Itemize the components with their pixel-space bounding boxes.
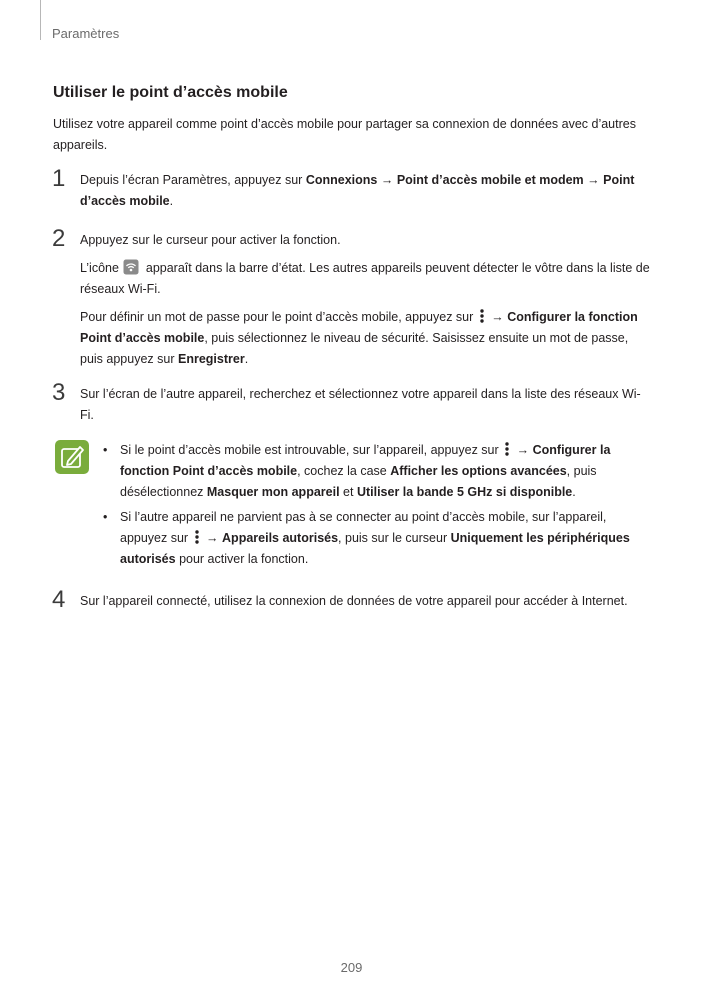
text-run: et	[339, 485, 357, 499]
step-body	[80, 170, 652, 219]
step-number: 1	[52, 165, 66, 192]
step-2-text: Appuyez sur le curseur pour activer la fonction.	[80, 233, 341, 247]
step-3-text: Sur l’écran de l’autre appareil, recherchez et sélectionnez votre appareil dans la liste des réseaux Wi-Fi.	[80, 387, 641, 422]
text-run: pour activer la fonction.	[175, 552, 309, 566]
bullet: •	[103, 443, 108, 457]
step-body	[80, 230, 652, 377]
text-run: , puis sur le curseur	[338, 531, 451, 545]
note-item	[100, 440, 652, 503]
step-2-icon-text	[80, 258, 652, 300]
text-run: Pour définir un mot de passe pour le point d’accès mobile, appuyez sur	[80, 310, 477, 324]
margin-rule	[40, 0, 41, 40]
menu-path-hotspot-modem: Point d’accès mobile et modem	[396, 173, 584, 187]
page-title: Utiliser le point d’accès mobile	[53, 84, 288, 101]
note-pencil-icon	[55, 440, 89, 474]
arrow: →	[513, 443, 533, 457]
more-options-icon	[194, 530, 200, 544]
text-run: , cochez la case	[297, 464, 391, 478]
option-advanced: Afficher les options avancées	[390, 464, 567, 478]
text-run: Si l’autre appareil ne parvient pas à se connecter au point d’accès mobile, sur l’appareil, appuyez sur	[120, 510, 607, 545]
option-5ghz: Utiliser la bande 5 GHz si disponible	[356, 485, 573, 499]
arrow: →	[583, 173, 604, 187]
note-item	[100, 507, 652, 570]
step-number: 3	[52, 379, 66, 406]
text-run: Si le point d’accès mobile est introuvable, sur l’appareil, appuyez sur	[120, 443, 503, 457]
step-number: 4	[52, 586, 66, 613]
option-hide-device: Masquer mon appareil	[206, 485, 340, 499]
text-run: apparaît dans la barre d’état. Les autres appareils peuvent détecter le vôtre dans la liste de réseaux Wi-Fi.	[80, 261, 650, 296]
more-options-icon	[479, 309, 485, 323]
arrow: →	[487, 310, 508, 324]
option-allowed-only: Uniquement les périphériques autorisés	[120, 531, 630, 566]
text-run: , puis désélectionnez	[120, 464, 597, 499]
text-run: .	[572, 485, 576, 499]
step-1-text	[80, 170, 652, 212]
note-list	[100, 440, 652, 574]
text-run: Depuis l’écran Paramètres, appuyez sur	[80, 173, 306, 187]
arrow: →	[377, 173, 397, 187]
menu-path-configure-hotspot: Configurer la fonction Point d’accès mobile	[80, 310, 638, 345]
menu-path-hotspot: Point d’accès mobile	[80, 173, 635, 208]
more-options-icon	[504, 442, 510, 456]
text-run: L’icône	[80, 261, 123, 275]
menu-path-connexions: Connexions	[305, 173, 378, 187]
text-run: .	[169, 194, 174, 208]
intro-paragraph: Utilisez votre appareil comme point d’accès mobile pour partager sa connexion de données avec d’autres appareils.	[53, 117, 636, 152]
step-2-password-text	[80, 307, 652, 370]
arrow: →	[202, 531, 223, 545]
page-number: 209	[340, 960, 363, 975]
menu-path-save: Enregistrer	[177, 352, 245, 366]
text-run: , puis sélectionnez le niveau de sécurité. Saisissez ensuite un mot de passe, puis appuyez sur	[80, 331, 629, 366]
menu-path-configure-hotspot: Configurer la fonction Point d’accès mobile	[120, 443, 611, 478]
step-body	[80, 591, 652, 619]
bullet: •	[103, 510, 108, 524]
step-body	[80, 384, 652, 433]
menu-path-allowed-devices: Appareils autorisés	[222, 531, 339, 545]
step-4-text: Sur l’appareil connecté, utilisez la connexion de données de votre appareil pour accéder à Internet.	[80, 594, 628, 608]
mobile-hotspot-icon	[123, 259, 139, 275]
section-header: Paramètres	[52, 26, 120, 41]
step-number: 2	[52, 225, 66, 252]
text-run: .	[244, 352, 249, 366]
